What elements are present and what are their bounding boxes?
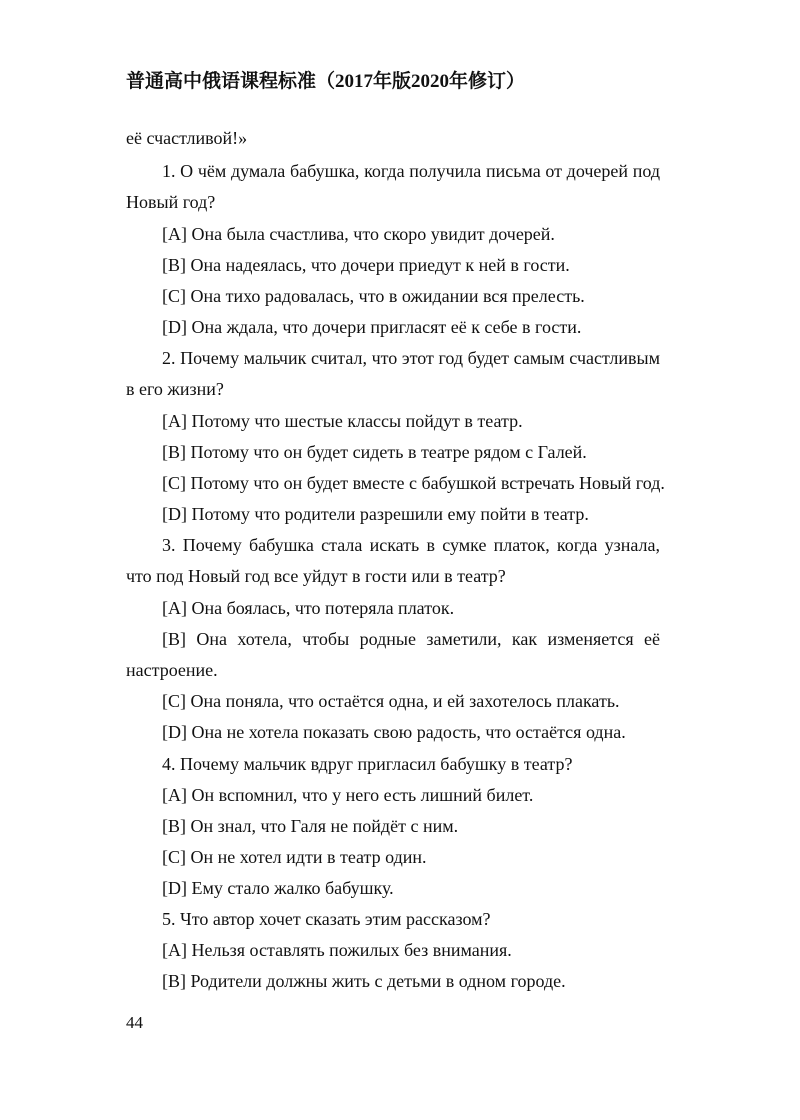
question-2-text-cont: в его жизни? (126, 379, 224, 399)
q5-option-b: [B] Родители должны жить с детьми в одном городе. (162, 971, 566, 991)
q3-option-d: [D] Она не хотела показать свою радость, что остаётся одна. (162, 722, 626, 742)
q1-option-c: [C] Она тихо радовалась, что в ожидании вся прелесть. (162, 286, 585, 306)
question-1-text: 1. О чём думала бабушка, когда получила письма от дочерей под (162, 161, 660, 181)
question-2-text: 2. Почему мальчик считал, что этот год будет самым счастливым (162, 348, 660, 368)
running-header: 普通高中俄语课程标准（2017年版2020年修订） (126, 71, 526, 92)
question-5-text: 5. Что автор хочет сказать этим рассказом? (162, 909, 491, 929)
q1-option-b: [B] Она надеялась, что дочери приедут к ней в гости. (162, 255, 570, 275)
q2-option-b: [B] Потому что он будет сидеть в театре рядом с Галей. (162, 442, 587, 462)
q2-option-d: [D] Потому что родители разрешили ему пойти в театр. (162, 504, 589, 524)
q4-option-a: [A] Он вспомнил, что у него есть лишний билет. (162, 785, 534, 805)
q3-option-b: [B] Она хотела, чтобы родные заметили, как изменяется её (162, 629, 660, 649)
question-3-text: 3. Почему бабушка стала искать в сумке платок, когда узнала, (162, 535, 660, 555)
q1-option-d: [D] Она ждала, что дочери пригласят её к себе в гости. (162, 317, 582, 337)
q1-option-a: [A] Она была счастлива, что скоро увидит дочерей. (162, 224, 555, 244)
q4-option-c: [C] Он не хотел идти в театр один. (162, 847, 427, 867)
q5-option-a: [A] Нельзя оставлять пожилых без внимания. (162, 940, 512, 960)
q4-option-b: [B] Он знал, что Галя не пойдёт с ним. (162, 816, 459, 836)
q3-option-c: [C] Она поняла, что остаётся одна, и ей захотелось плакать. (162, 691, 620, 711)
q3-option-a: [A] Она боялась, что потеряла платок. (162, 598, 455, 618)
question-4-text: 4. Почему мальчик вдруг пригласил бабушку в театр? (162, 754, 573, 774)
question-1-text-cont: Новый год? (126, 192, 216, 212)
q2-option-c: [C] Потому что он будет вместе с бабушкой встречать Новый год. (162, 473, 665, 493)
q2-option-a: [A] Потому что шестые классы пойдут в театр. (162, 411, 523, 431)
q3-option-b-cont: настроение. (126, 660, 218, 680)
continuation-line: её счастливой!» (126, 128, 248, 148)
q4-option-d: [D] Ему стало жалко бабушку. (162, 878, 394, 898)
page-number: 44 (126, 1013, 143, 1032)
question-3-text-cont: что под Новый год все уйдут в гости или в театр? (126, 566, 506, 586)
